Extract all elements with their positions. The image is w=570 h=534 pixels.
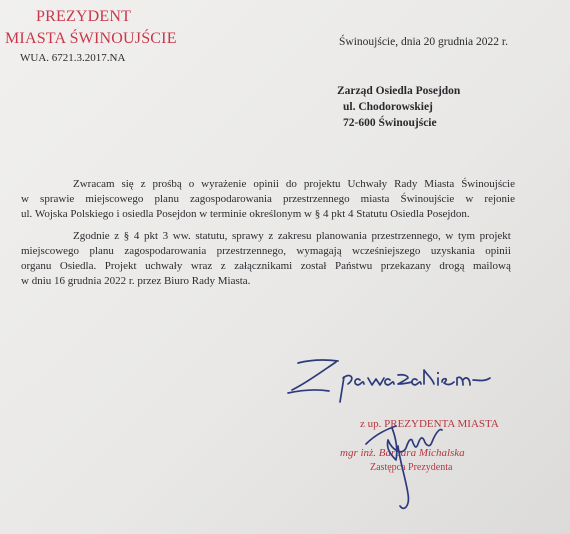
word: Zwracam [73, 178, 115, 190]
word: Uchwały [347, 178, 388, 190]
word: Zgodnie [73, 230, 110, 242]
date-line: Świnoujście, dnia 20 grudnia 2022 r. [339, 36, 508, 48]
word: planowania [316, 230, 367, 242]
word: z [220, 260, 226, 272]
word: 3 [162, 230, 169, 242]
word: do [285, 178, 297, 190]
word: zakresu [277, 230, 312, 242]
word: miasta [360, 193, 390, 205]
word: rejonie [484, 193, 515, 205]
word: mailową [472, 260, 511, 272]
word: w [21, 193, 29, 205]
word: zagospodarowania [190, 193, 272, 205]
word: Miasta [424, 178, 455, 190]
word: pkt [144, 230, 159, 242]
word: przekazany [380, 260, 431, 272]
word: z [140, 178, 146, 190]
recipient-street: ul. Chodorowskiej [343, 101, 433, 113]
word: planu [89, 245, 114, 257]
word: załącznikami [234, 260, 293, 272]
paragraph-1-line-3: ul. Wojska Polskiego i osiedla Posejdon w terminie określonym w § 4 pkt 4 Statutu Osiedla Posejdon. [21, 208, 470, 220]
word: w [465, 193, 474, 205]
paragraph-2-line-3 [21, 259, 511, 275]
word: Świnoujście [400, 193, 455, 205]
word: wcześniejszego [352, 245, 421, 257]
word: sprawy [232, 230, 264, 242]
word: przestrzennego [283, 193, 350, 205]
word: Rady [394, 178, 418, 190]
word: opinii [253, 178, 279, 190]
word: został [300, 260, 327, 272]
word: uchwały [145, 260, 183, 272]
stamp-signatory-title: Zastępca Prezydenta [370, 462, 453, 473]
word: z [114, 230, 120, 242]
word: planu [154, 193, 179, 205]
recipient-name: Zarząd Osiedla Posejdon [337, 85, 461, 97]
handwritten-closing [282, 350, 502, 410]
recipient-postal-city: 72-600 Świnoujście [343, 117, 437, 129]
word: przestrzennego, [216, 245, 286, 257]
word: o [188, 178, 195, 190]
word: Osiedla. [59, 260, 97, 272]
word: wyrażenie [201, 178, 247, 190]
letterhead-city: MIASTA ŚWINOUJŚCIE [5, 30, 177, 47]
word: prośbą [152, 178, 182, 190]
word: ww. [172, 230, 191, 242]
word: § [123, 230, 130, 242]
paragraph-1-line-2 [21, 192, 515, 208]
paragraph-2-line-1 [73, 229, 511, 245]
word: Projekt [104, 260, 137, 272]
stamp-signatory-name: mgr inż. Barbara Michalska [340, 447, 465, 459]
word: się [121, 178, 134, 190]
paragraph-2-line-2 [21, 244, 511, 260]
word: miejscowego [21, 245, 80, 257]
letterhead-title: PREZYDENT [36, 8, 132, 25]
paragraph-1-line-1 [73, 177, 515, 193]
word: uzyskania [430, 245, 475, 257]
word: z [268, 230, 274, 242]
word: tym [457, 230, 476, 242]
paragraph-2-line-4: w dniu 16 grudnia 2022 r. przez Biuro Rady Miasta. [21, 275, 251, 287]
handwritten-signature [360, 410, 480, 520]
word: wymagają [296, 245, 342, 257]
word: projektu [303, 178, 341, 190]
word: projekt [479, 230, 511, 242]
reference-number: WUA. 6721.3.2017.NA [20, 52, 126, 64]
word: miejscowego [85, 193, 144, 205]
word: opinii [485, 245, 511, 257]
word: 4 [133, 230, 140, 242]
word: zagospodarowania [124, 245, 207, 257]
word: w [445, 230, 454, 242]
word: organu [21, 260, 52, 272]
word: Świnoujście [461, 178, 515, 190]
word: statutu, [195, 230, 228, 242]
word: Państwu [334, 260, 373, 272]
word: sprawie [40, 193, 75, 205]
stamp-authorization: z up. PREZYDENTA MIASTA [360, 418, 499, 430]
word: wraz [190, 260, 213, 272]
word: drogą [439, 260, 465, 272]
word: przestrzennego, [371, 230, 441, 242]
